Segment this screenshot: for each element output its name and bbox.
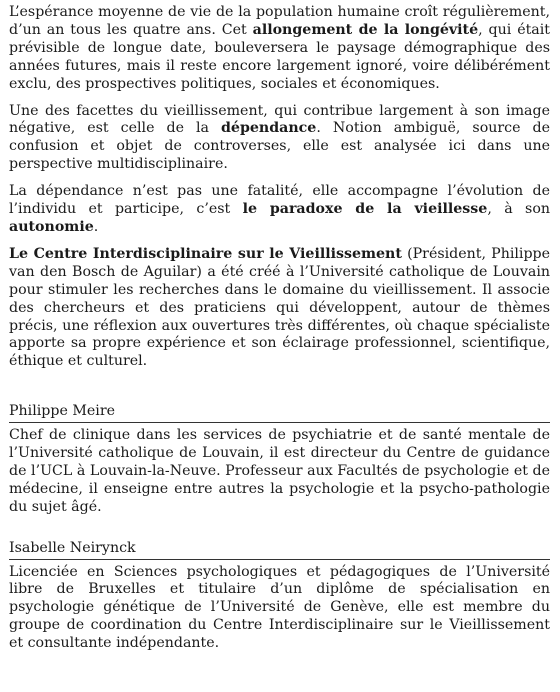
- spacer: [9, 380, 550, 403]
- text: , qui était prévisible de longue date, bouleversera le paysage démographique des années futures, mais il reste encore largement ignoré, voire délibérément exclu, des prospectives politiques, sociales et économiques.: [9, 21, 550, 92]
- text: La dépendance n’est pas une fatalité, elle accompagne l’évolution de l’individu et participe, c’est: [9, 183, 550, 218]
- author-name: Philippe Meire: [9, 403, 550, 423]
- intro-paragraph-centre: [9, 246, 550, 371]
- emphasis-centre-name: Le Centre Interdisciplinaire sur le Vieillissement: [9, 245, 402, 262]
- text: .: [93, 218, 99, 235]
- emphasis-autonomy: autonomie: [9, 218, 94, 235]
- text: L’espérance moyenne de vie de la population humaine croît régulièrement, d’un an tous les quatre ans. Cet: [9, 4, 550, 38]
- emphasis-longevity: allongement de la longévité: [252, 21, 479, 38]
- text: (Président, Philippe van den Bosch de Aguilar) a été créé à l’Université catholique de Louvain pour stimuler les recherches dans le domaine du vieillissement. Il associe des chercheurs et des praticiens qui développent, autour de thèmes précis, une réflexion aux ouvertures très différentes, où chaque spécialiste apporte sa propre expérience et son éclairage professionnel, scientifique, éthique et culturel.: [9, 245, 551, 370]
- intro-paragraph-dependency: [9, 103, 550, 175]
- text: Une des facettes du vieillissement, qui contribue largement à son image négative, est celle de la: [9, 102, 550, 137]
- intro-paragraph-paradox: [9, 183, 550, 237]
- author-bio: Chef de clinique dans les services de psychiatrie et de santé mentale de l’Université catholique de Louvain, il est directeur du Centre de guidance de l’UCL à Louvain-la-Neuve. Professeur aux Facultés de psychologie et de médecine, il enseigne entre autres la psychologie et la psycho-pathologie du sujet âgé.: [9, 427, 550, 515]
- emphasis-dependency: dépendance: [221, 120, 317, 137]
- author-name: Isabelle Neirynck: [9, 540, 550, 560]
- text: . Notion ambiguë, source de confusion et objet de controverses, elle est analysée ici dans une perspective multidisciplinaire.: [9, 120, 551, 173]
- text: , à son: [487, 201, 551, 218]
- author-bio: Licenciée en Sciences psychologiques et pédagogiques de l’Université libre de Bruxelles et titulaire d’un diplôme de spécialisation en psychologie génétique de l’Université de Genève, elle est membre du groupe de coordination du Centre Interdisciplinaire sur le Vieillissement et consultante indépendante.: [9, 563, 550, 652]
- intro-paragraph-longevity: [9, 4, 550, 94]
- spacer: [9, 517, 550, 540]
- emphasis-paradox: le paradoxe de la vieillesse: [242, 201, 488, 218]
